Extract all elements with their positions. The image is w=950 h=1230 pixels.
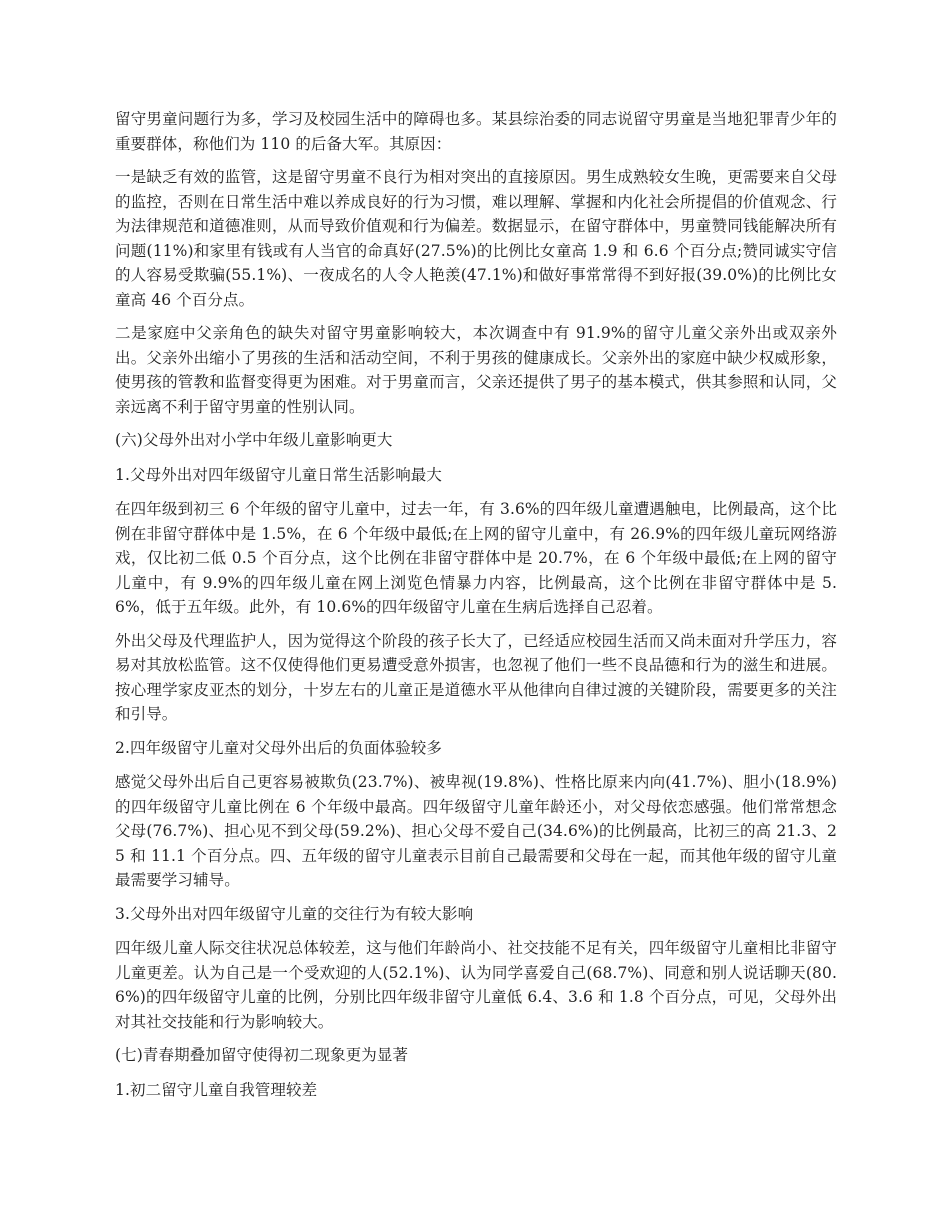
- subheading-7-1: 1.初二留守儿童自我管理较差: [115, 1080, 318, 1099]
- paragraph-grade4-daily-life: 在四年级到初三 6 个年级的留守儿童中，过去一年，有 3.6%的四年级儿童遭遇触电，比例最高，这个比例在非留守群体中是 1.5%，在 6 个年级中最低;在上网的留守儿童中，有 26.9%的四年级儿童玩网络游戏，仅比初二低 0.5 个百分点，这个比例在非留守群体中是 20.7%，在 6 个年级中最低;在上网的留守儿童中，有 9.9%的四年级儿童在网上浏览色情暴力内容，比例最高，这个比例在非留守群体中是 5.6%，低于五年级。此外，有 10.6%的四年级留守儿童在生病后选择自己忍着。: [115, 500, 837, 616]
- paragraph-guardians: 外出父母及代理监护人，因为觉得这个阶段的孩子长大了，已经适应校园生活而又尚未面对升学压力，容易对其放松监管。这不仅使得他们更易遭受意外损害，也忽视了他们一些不良品德和行为的滋生和进展。按心理学家皮亚杰的划分，十岁左右的儿童正是道德水平从他律向自律过渡的关键阶段，需要更多的关注和引导。: [115, 631, 837, 723]
- section-heading-7: (七)青春期叠加留守使得初二现象更为显著: [115, 1046, 409, 1064]
- paragraph-intro: 留守男童问题行为多，学习及校园生活中的障碍也多。某县综治委的同志说留守男童是当地犯罪青少年的重要群体，称他们为 110 的后备大军。其原因：: [115, 110, 837, 153]
- subheading-6-1: 1.父母外出对四年级留守儿童日常生活影响最大: [115, 465, 442, 484]
- paragraph-reason-two: 二是家庭中父亲角色的缺失对留守男童影响较大，本次调查中有 91.9%的留守儿童父亲外出或双亲外出。父亲外出缩小了男孩的生活和活动空间，不利于男孩的健康成长。父亲外出的家庭中缺少权威形象，使男孩的管教和监督变得更为困难。对于男童而言，父亲还提供了男子的基本模式，供其参照和认同，父亲远离不利于留守男童的性别认同。: [115, 324, 837, 416]
- paragraph-negative-experience: 感觉父母外出后自己更容易被欺负(23.7%)、被卑视(19.8%)、性格比原来内向(41.7%)、胆小(18.9%)的四年级留守儿童比例在 6 个年级中最高。四年级留守儿童年龄还小，对父母依恋感强。他们常常想念父母(76.7%)、担心见不到父母(59.2%)、担心父母不爱自己(34.6%)的比例最高，比初三的高 21.3、25 和 11.1 个百分点。四、五年级的留守儿童表示目前自己最需要和父母在一起，而其他年级的留守儿童最需要学习辅导。: [115, 773, 837, 889]
- paragraph-social-behavior: 四年级儿童人际交往状况总体较差，这与他们年龄尚小、社交技能不足有关，四年级留守儿童相比非留守儿童更差。认为自己是一个受欢迎的人(52.1%)、认为同学喜爱自己(68.7%)、同意和别人说话聊天(80.6%)的四年级留守儿童的比例，分别比四年级非留守儿童低 6.4、3.6 和 1.8 个百分点，可见，父母外出对其社交技能和行为影响较大。: [115, 939, 837, 1031]
- subheading-6-2: 2.四年级留守儿童对父母外出后的负面体验较多: [115, 738, 442, 757]
- paragraph-reason-one: 一是缺乏有效的监管，这是留守男童不良行为相对突出的直接原因。男生成熟较女生晚，更需要来自父母的监控，否则在日常生活中难以养成良好的行为习惯，难以理解、掌握和内化社会所提倡的价值观念、行为法律规范和道德准则，从而导致价值观和行为偏差。数据显示，在留守群体中，男童赞同钱能解决所有问题(11%)和家里有钱或有人当官的命真好(27.5%)的比例比女童高 1.9 和 6.6 个百分点;赞同诚实守信的人容易受欺骗(55.1%)、一夜成名的人令人艳羡(47.1%)和做好事常常得不到好报(39.0%)的比例比女童高 46 个百分点。: [115, 168, 837, 309]
- document-body: [115, 107, 837, 1112]
- subheading-6-3: 3.父母外出对四年级留守儿童的交往行为有较大影响: [115, 904, 474, 923]
- section-heading-6: (六)父母外出对小学中年级儿童影响更大: [115, 431, 393, 449]
